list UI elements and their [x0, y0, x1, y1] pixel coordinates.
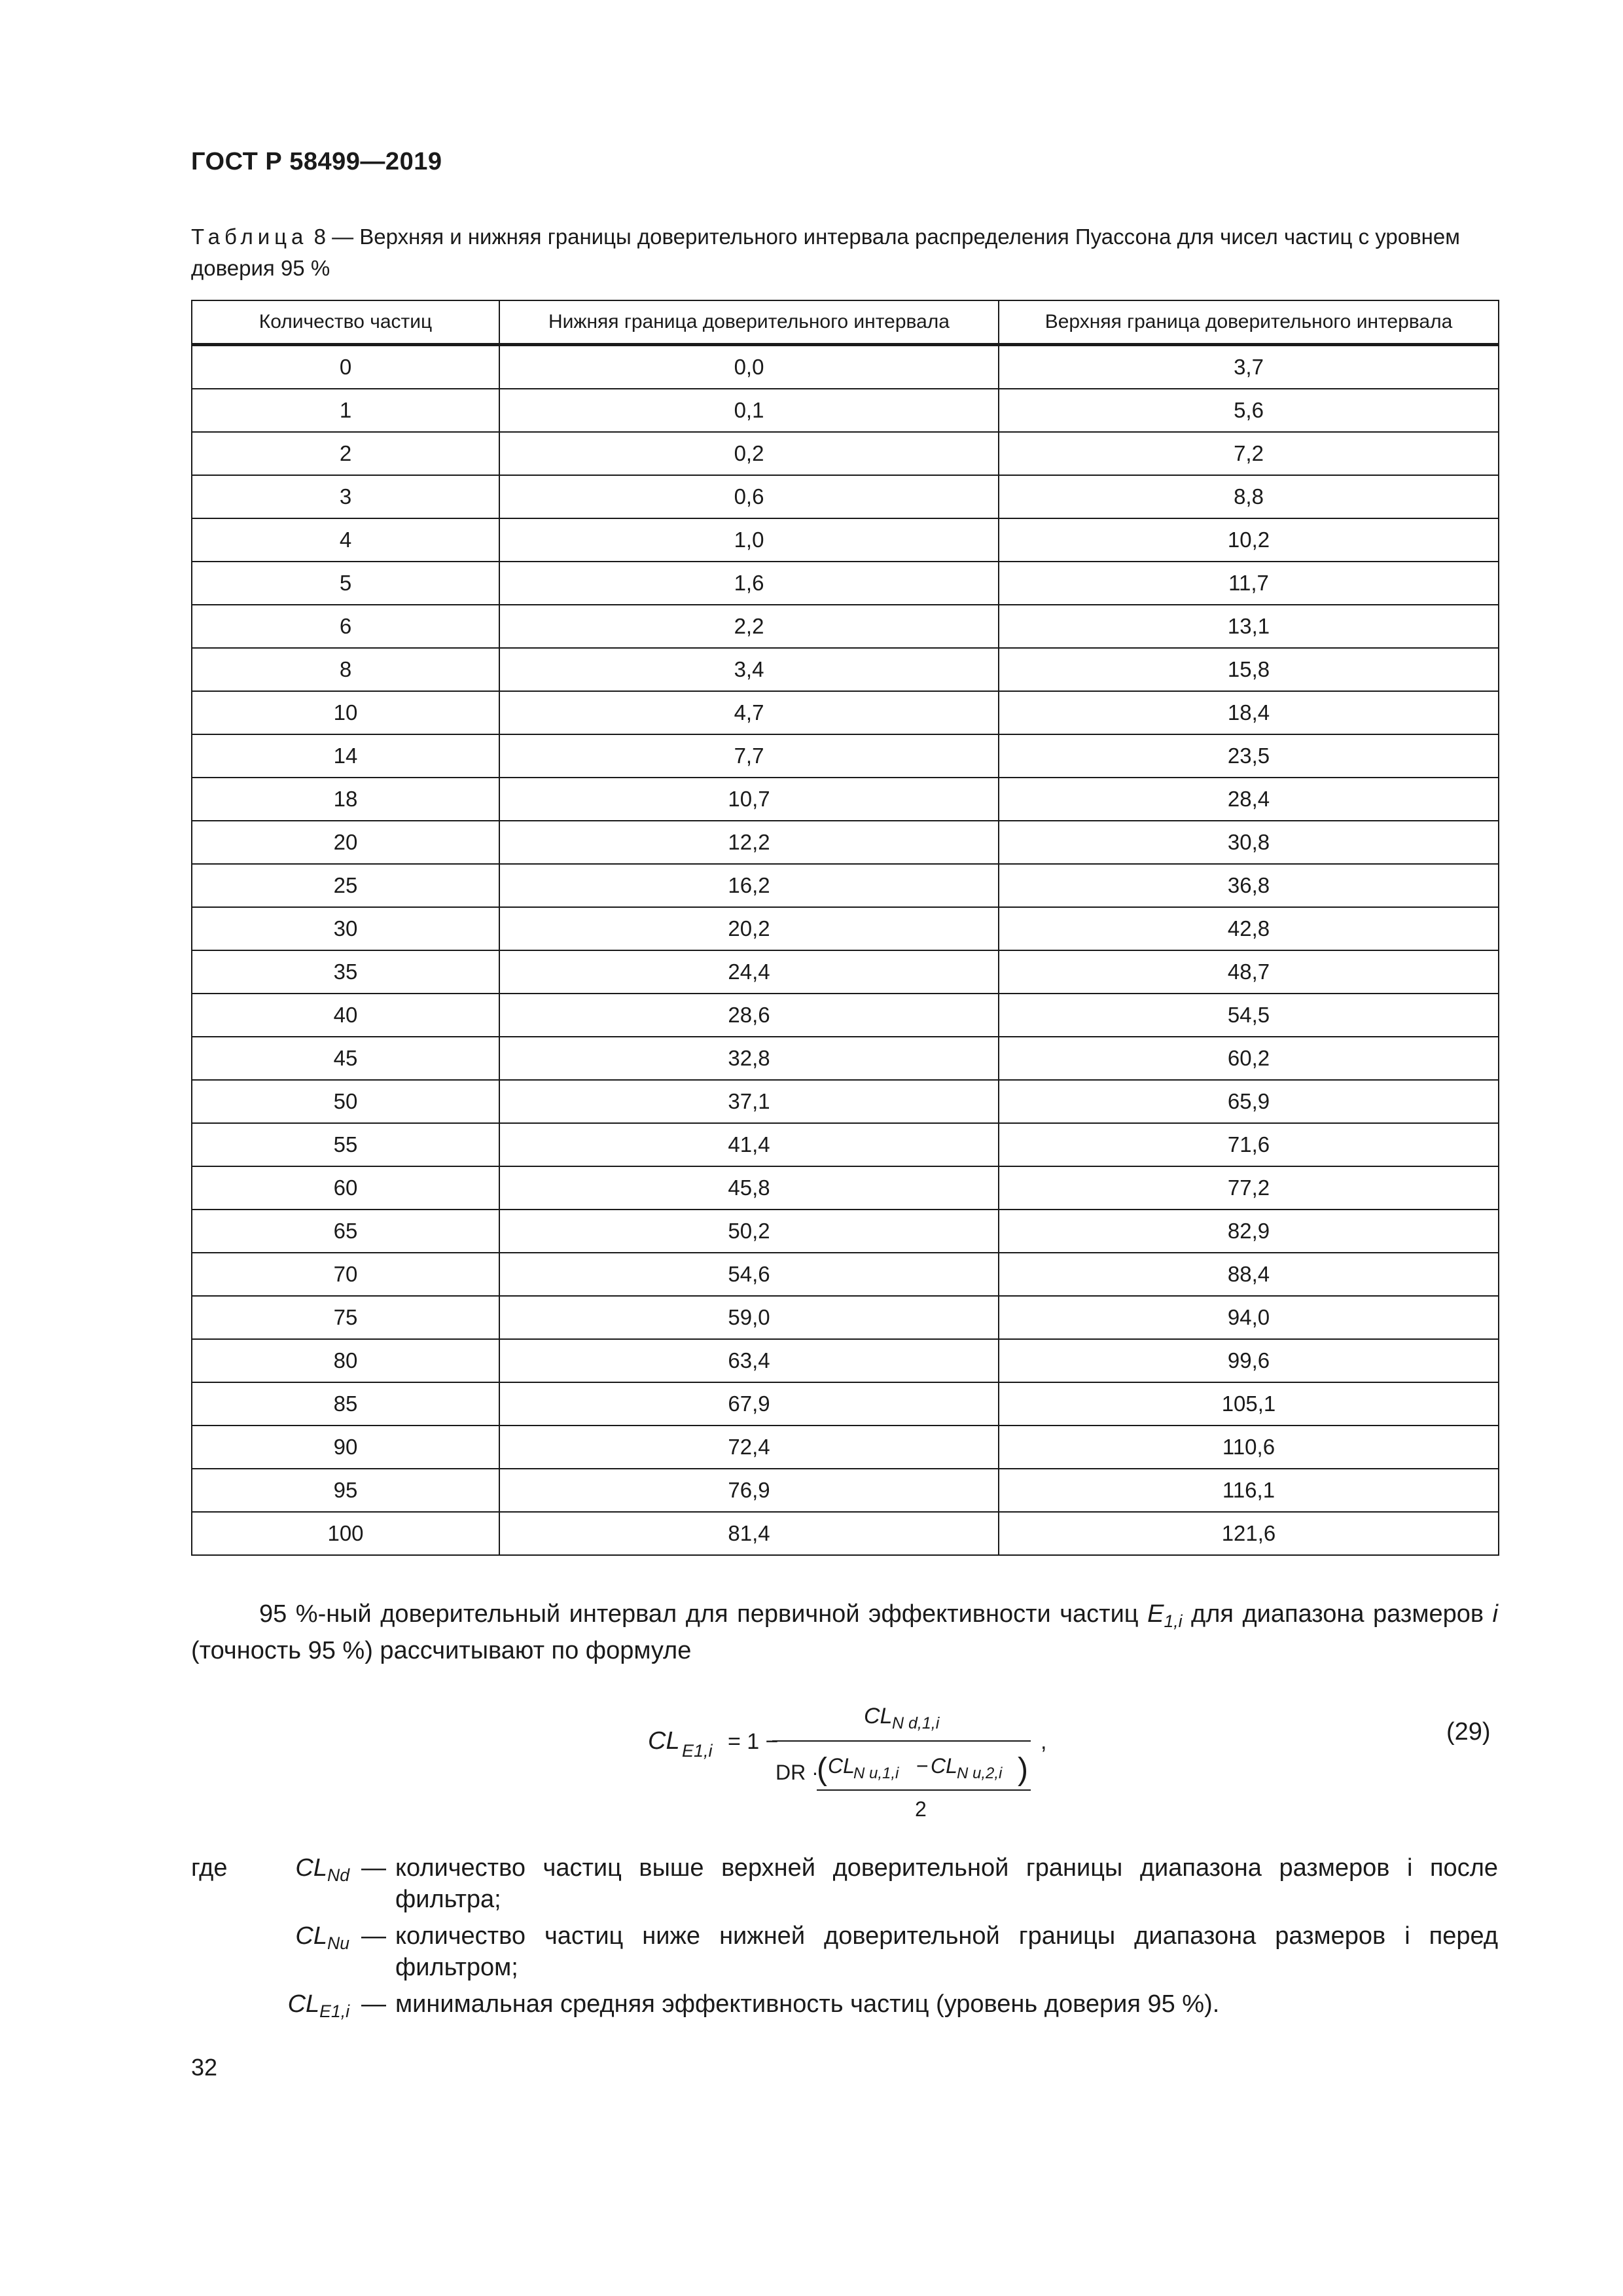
paragraph-text: для диапазона размеров: [1182, 1600, 1493, 1628]
symbol-sub: Nd: [327, 1865, 349, 1885]
paragraph-index: i: [1492, 1600, 1498, 1628]
table-cell: 72,4: [499, 1426, 999, 1469]
paragraph-text: 95 %-ный доверительный интервал для первичной эффективности частиц: [259, 1600, 1148, 1628]
table-row: [192, 1253, 1499, 1296]
table-cell: 28,6: [499, 994, 999, 1037]
table-cell: 45,8: [499, 1166, 999, 1210]
formula-lhs-sub: E1,i: [682, 1741, 713, 1761]
poisson-table: [191, 300, 1499, 1556]
formula-numerator: CL: [864, 1704, 893, 1729]
table-cell: 5: [192, 562, 499, 605]
table-cell: 2: [192, 432, 499, 475]
table-cell: 32,8: [499, 1037, 999, 1080]
table-cell: 105,1: [999, 1382, 1499, 1426]
table-cell: 60: [192, 1166, 499, 1210]
table-cell: 20: [192, 821, 499, 864]
table-cell: 63,4: [499, 1339, 999, 1382]
table-cell: 82,9: [999, 1210, 1499, 1253]
table-cell: 13,1: [999, 605, 1499, 648]
paren-open: (: [817, 1752, 827, 1787]
table-cell: 75: [192, 1296, 499, 1339]
formula-dr: DR ·: [776, 1761, 819, 1784]
table-cell: 0,2: [499, 432, 999, 475]
definition-dash: —: [361, 1854, 386, 1882]
table-cell: 10: [192, 691, 499, 734]
table-cell: 94,0: [999, 1296, 1499, 1339]
page-number: 32: [191, 2054, 218, 2081]
table-row: [192, 1296, 1499, 1339]
table-cell: 11,7: [999, 562, 1499, 605]
table-cell: 71,6: [999, 1123, 1499, 1166]
table-row: [192, 734, 1499, 778]
definition-row: [191, 1988, 1498, 2020]
table-cell: 35: [192, 950, 499, 994]
table-cell: 37,1: [499, 1080, 999, 1123]
table-cell: 12,2: [499, 821, 999, 864]
table-cell: 24,4: [499, 950, 999, 994]
formula-minus: −: [916, 1754, 929, 1778]
table-cell: 0: [192, 345, 499, 389]
table-cell: 36,8: [999, 864, 1499, 907]
definition-text: количество частиц ниже нижней доверительной границы диапазона размеров i перед фильтром;: [395, 1922, 1498, 1981]
caption-text: 8 — Верхняя и нижняя границы доверительного интервала распределения Пуассона для чисел частиц с уровнем доверия 95 %: [191, 224, 1460, 280]
table-cell: 15,8: [999, 648, 1499, 691]
table-cell: 14: [192, 734, 499, 778]
table-cell: 18,4: [999, 691, 1499, 734]
table-row: [192, 691, 1499, 734]
table-row: [192, 432, 1499, 475]
table-row: [192, 950, 1499, 994]
table-cell: 116,1: [999, 1469, 1499, 1512]
paren-close: ): [1018, 1752, 1028, 1787]
table-row: [192, 562, 1499, 605]
column-header: Нижняя граница доверительного интервала: [499, 300, 999, 345]
table-cell: 95: [192, 1469, 499, 1512]
table-row: [192, 864, 1499, 907]
table-row: [192, 821, 1499, 864]
table-row: [192, 1339, 1499, 1382]
table-cell: 55: [192, 1123, 499, 1166]
table-row: [192, 475, 1499, 518]
table-cell: 88,4: [999, 1253, 1499, 1296]
table-cell: 110,6: [999, 1426, 1499, 1469]
table-body: [192, 345, 1499, 1556]
table-row: [192, 1512, 1499, 1555]
table-cell: 70: [192, 1253, 499, 1296]
symbol: CL: [295, 1922, 327, 1950]
table-cell: 3,4: [499, 648, 999, 691]
formula-inner-b-sub: N u,2,i: [957, 1765, 1003, 1782]
table-cell: 77,2: [999, 1166, 1499, 1210]
column-header: Количество частиц: [192, 300, 499, 345]
table-row: [192, 994, 1499, 1037]
table-cell: 50: [192, 1080, 499, 1123]
table-cell: 4: [192, 518, 499, 562]
table-row: [192, 648, 1499, 691]
table-cell: 10,2: [999, 518, 1499, 562]
definition-symbol: [237, 1988, 361, 2020]
table-row: [192, 1426, 1499, 1469]
formula-inner-a-sub: N u,1,i: [853, 1765, 899, 1782]
table-row: [192, 1080, 1499, 1123]
table-cell: 2,2: [499, 605, 999, 648]
table-cell: 4,7: [499, 691, 999, 734]
body-paragraph: [191, 1596, 1498, 1669]
table-cell: 85: [192, 1382, 499, 1426]
table-cell: 30,8: [999, 821, 1499, 864]
formula-numerator-sub: N d,1,i: [892, 1714, 940, 1732]
formula-29: [648, 1692, 1067, 1823]
table-row: [192, 1469, 1499, 1512]
table-cell: 16,2: [499, 864, 999, 907]
table-cell: 121,6: [999, 1512, 1499, 1555]
symbol: CL: [287, 1990, 320, 2018]
table-cell: 59,0: [499, 1296, 999, 1339]
definition-symbol: [237, 1852, 361, 1915]
table-cell: 54,6: [499, 1253, 999, 1296]
symbol: CL: [295, 1854, 327, 1882]
table-cell: 1,0: [499, 518, 999, 562]
table-cell: 76,9: [499, 1469, 999, 1512]
table-row: [192, 778, 1499, 821]
table-cell: 42,8: [999, 907, 1499, 950]
table-cell: 67,9: [499, 1382, 999, 1426]
table-row: [192, 1382, 1499, 1426]
table-cell: 3,7: [999, 345, 1499, 389]
table-cell: 7,7: [499, 734, 999, 778]
table-cell: 3: [192, 475, 499, 518]
table-row: [192, 389, 1499, 432]
table-cell: 80: [192, 1339, 499, 1382]
caption-label: Таблица: [191, 224, 308, 249]
table-cell: 48,7: [999, 950, 1499, 994]
table-cell: 90: [192, 1426, 499, 1469]
table-row: [192, 1123, 1499, 1166]
paragraph-text: (точность 95 %) рассчитывают по формуле: [191, 1637, 692, 1664]
table-row: [192, 907, 1499, 950]
column-header: Верхняя граница доверительного интервала: [999, 300, 1499, 345]
table-cell: 100: [192, 1512, 499, 1555]
table-cell: 10,7: [499, 778, 999, 821]
definition-row: [191, 1852, 1498, 1915]
definition-dash: —: [361, 1990, 386, 2018]
table-cell: 6: [192, 605, 499, 648]
table-cell: 18: [192, 778, 499, 821]
where-label: где: [191, 1854, 228, 1882]
definition-dash: —: [361, 1922, 386, 1950]
equation-number: (29): [1446, 1718, 1491, 1746]
formula-comma: ,: [1041, 1729, 1047, 1754]
table-cell: 65,9: [999, 1080, 1499, 1123]
formula-svg: [648, 1692, 1067, 1823]
table-cell: 30: [192, 907, 499, 950]
symbol-sub: Nu: [327, 1933, 349, 1953]
table-row: [192, 518, 1499, 562]
table-cell: 28,4: [999, 778, 1499, 821]
table-cell: 25: [192, 864, 499, 907]
table-row: [192, 605, 1499, 648]
table-cell: 23,5: [999, 734, 1499, 778]
formula-inner-b: CL: [931, 1754, 957, 1778]
definition-text: минимальная средняя эффективность частиц (уровень доверия 95 %).: [395, 1990, 1220, 2018]
table-cell: 0,6: [499, 475, 999, 518]
table-cell: 5,6: [999, 389, 1499, 432]
document-header: ГОСТ Р 58499—2019: [191, 148, 442, 175]
table-cell: 65: [192, 1210, 499, 1253]
formula-lhs: CL: [648, 1727, 680, 1755]
table-cell: 99,6: [999, 1339, 1499, 1382]
table-cell: 81,4: [499, 1512, 999, 1555]
formula-inner-a: CL: [828, 1754, 855, 1778]
table-cell: 40: [192, 994, 499, 1037]
definitions: [191, 1852, 1498, 2025]
symbol-sub: E1,i: [319, 2001, 349, 2021]
table-cell: 8,8: [999, 475, 1499, 518]
table-row: [192, 1037, 1499, 1080]
table-cell: 0,1: [499, 389, 999, 432]
formula-denominator: 2: [915, 1797, 927, 1821]
table-cell: 0,0: [499, 345, 999, 389]
table-cell: 60,2: [999, 1037, 1499, 1080]
table-cell: 54,5: [999, 994, 1499, 1037]
table-cell: 7,2: [999, 432, 1499, 475]
table-row: [192, 345, 1499, 389]
paragraph-symbol-sub: 1,i: [1164, 1611, 1183, 1631]
table-cell: 50,2: [499, 1210, 999, 1253]
table-cell: 1: [192, 389, 499, 432]
table-caption: [191, 221, 1500, 284]
table-cell: 45: [192, 1037, 499, 1080]
table-cell: 1,6: [499, 562, 999, 605]
definition-row: [191, 1920, 1498, 1983]
table-cell: 8: [192, 648, 499, 691]
table-cell: 20,2: [499, 907, 999, 950]
paragraph-symbol: E: [1147, 1600, 1164, 1628]
definition-text: количество частиц выше верхней доверительной границы диапазона размеров i после фильтра;: [395, 1854, 1498, 1913]
formula-equals: = 1 −: [728, 1729, 779, 1754]
table-row: [192, 1210, 1499, 1253]
table-header-row: [192, 300, 1499, 345]
table-cell: 41,4: [499, 1123, 999, 1166]
table-row: [192, 1166, 1499, 1210]
definition-symbol: [237, 1920, 361, 1983]
